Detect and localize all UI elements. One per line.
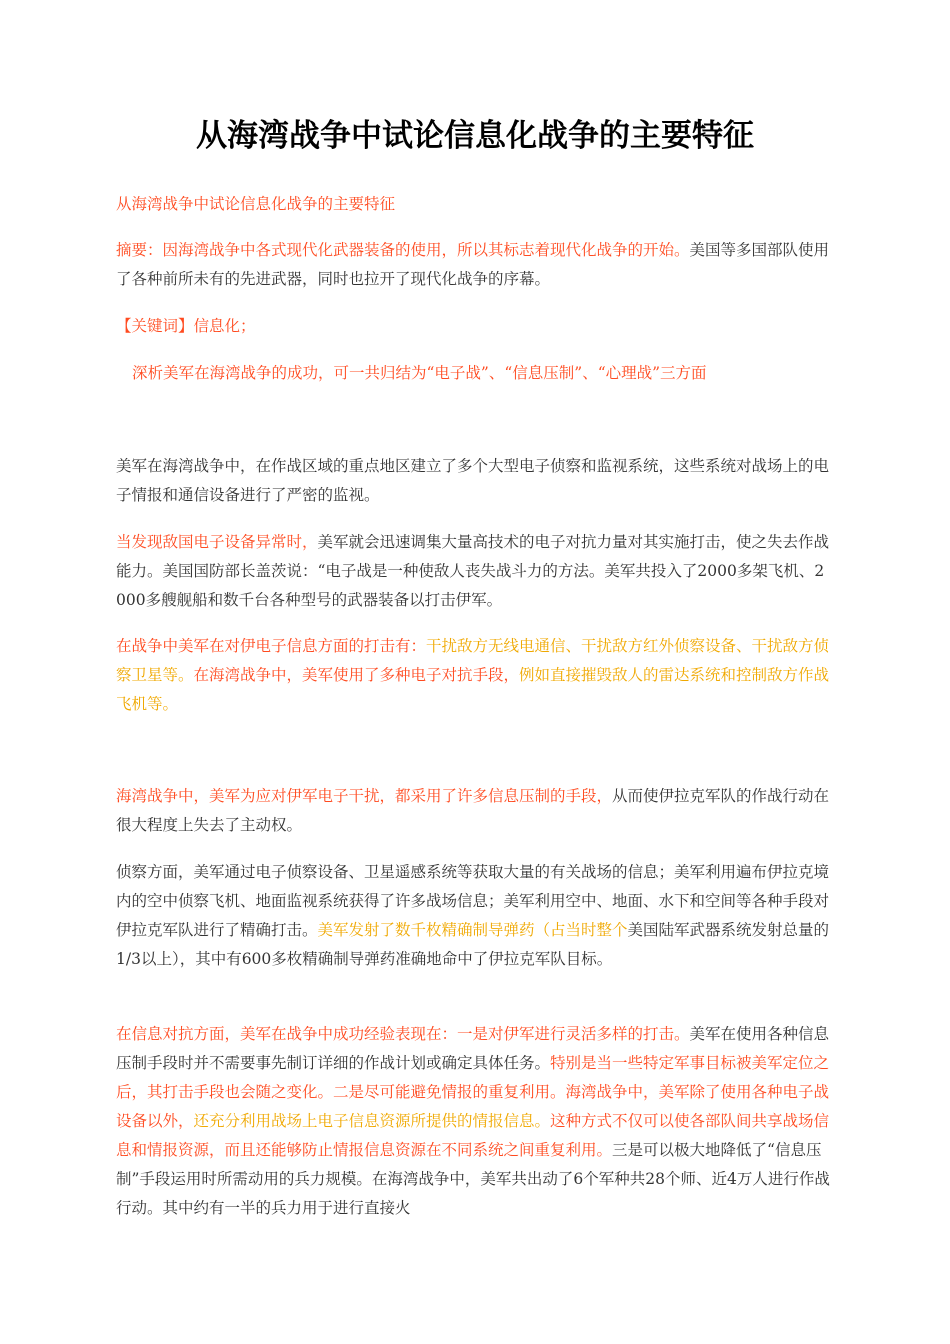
- keywords: 【关键词】信息化；: [116, 317, 256, 335]
- text-run: 侦察方面，美军通过电子侦察设备、卫星遥感系统等获取大量的有关战场的信息；美军利用遍布伊拉克境内的空中侦察飞机、地面监视系统获得了许多战场信息；美军利用空中、地面、水下和空间等各种手段对伊拉克军队进行了精确打击。: [116, 863, 830, 939]
- text-run: 例如直接摧毁敌人的雷达系统和控制敌方作战飞机等。: [116, 666, 830, 713]
- subtitle: 从海湾战争中试论信息化战争的主要特征: [116, 195, 396, 213]
- text-run: 从而使伊拉克军队的作战行动在很大程度上失去了主动权。: [116, 787, 830, 834]
- text-run: 美国等多国部队使用了各种前所未有的先进武器，同时也拉开了现代化战争的序幕。: [116, 241, 830, 288]
- page-title: 从海湾战争中试论信息化战争的主要特征: [196, 118, 754, 154]
- paragraph-3: [116, 632, 834, 719]
- text-run: 海湾战争中，美军为应对伊军电子干扰，都采用了许多信息压制的手段，: [116, 787, 613, 805]
- text-run: 美军发射了数千枚精确制导弹药（占当时整个: [317, 921, 628, 939]
- text-run: 当发现敌国电子设备异常时，: [116, 533, 318, 551]
- paragraph-6: [116, 1020, 834, 1223]
- text-run: 特别是当一些特定军事目标被美军定位之后，其打击手段也会随之变化。二是尽可能避免情报的重复利用。海湾战争中，美军除了使用各种电子战设备以外，: [116, 1054, 830, 1130]
- text-run: 美军在使用各种信息压制手段时并不需要事先制订详细的作战计划或确定具体任务。: [116, 1025, 830, 1072]
- text-run: 还充分利用战场上电子信息资源所提供的情报信息。: [193, 1112, 551, 1130]
- text-run: 三是可以极大地降低了“信息压制”手段运用时所需动用的兵力规模。在海湾战争中，美军共出动了6个军种共28个师、近4万人进行作战行动。其中约有一半的兵力用于进行直接火: [116, 1141, 830, 1217]
- text-run: 在战争中美军在对伊电子信息方面的打击有：: [116, 637, 427, 655]
- paragraph-5: [116, 858, 834, 974]
- text-run: 美军在海湾战争中，在作战区域的重点地区建立了多个大型电子侦察和监视系统，这些系统对战场上的电子情报和通信设备进行了严密的监视。: [116, 457, 830, 504]
- paragraph-1: [116, 452, 834, 510]
- paragraph-2: [116, 528, 834, 615]
- overview-line: 深析美军在海湾战争的成功，可一共归结为“电子战”、“信息压制”、“心理战”三方面: [132, 364, 707, 382]
- abstract-paragraph: [116, 236, 834, 294]
- paragraph-4: [116, 782, 834, 840]
- text-run: 干扰敌方无线电通信、干扰敌方红外侦察设备、干扰敌方侦察卫星等。: [116, 637, 830, 684]
- text-run: 美军就会迅速调集大量高技术的电子对抗力量对其实施打击，使之失去作战能力。美国国防部长盖茨说：“电子战是一种使敌人丧失战斗力的方法。美军共投入了2000多架飞机、2000多艘舰船和数千台各种型号的武器装备以打击伊军。: [116, 533, 830, 609]
- text-run: 美国陆军武器系统发射总量的1/3以上），其中有600多枚精确制导弹药准确地命中了伊拉克军队目标。: [116, 921, 830, 968]
- text-run: 在信息对抗方面，美军在战争中成功经验表现在：一是对伊军进行灵活多样的打击。: [116, 1025, 690, 1043]
- text-run: 这种方式不仅可以使各部队间共享战场信息和情报资源，而且还能够防止情报信息资源在不同系统之间重复利用。: [116, 1112, 830, 1159]
- text-run: 摘要：因海湾战争中各式现代化武器装备的使用，所以其标志着现代化战争的开始。: [116, 241, 690, 259]
- text-run: 在海湾战争中，美军使用了多种电子对抗手段，: [193, 666, 520, 684]
